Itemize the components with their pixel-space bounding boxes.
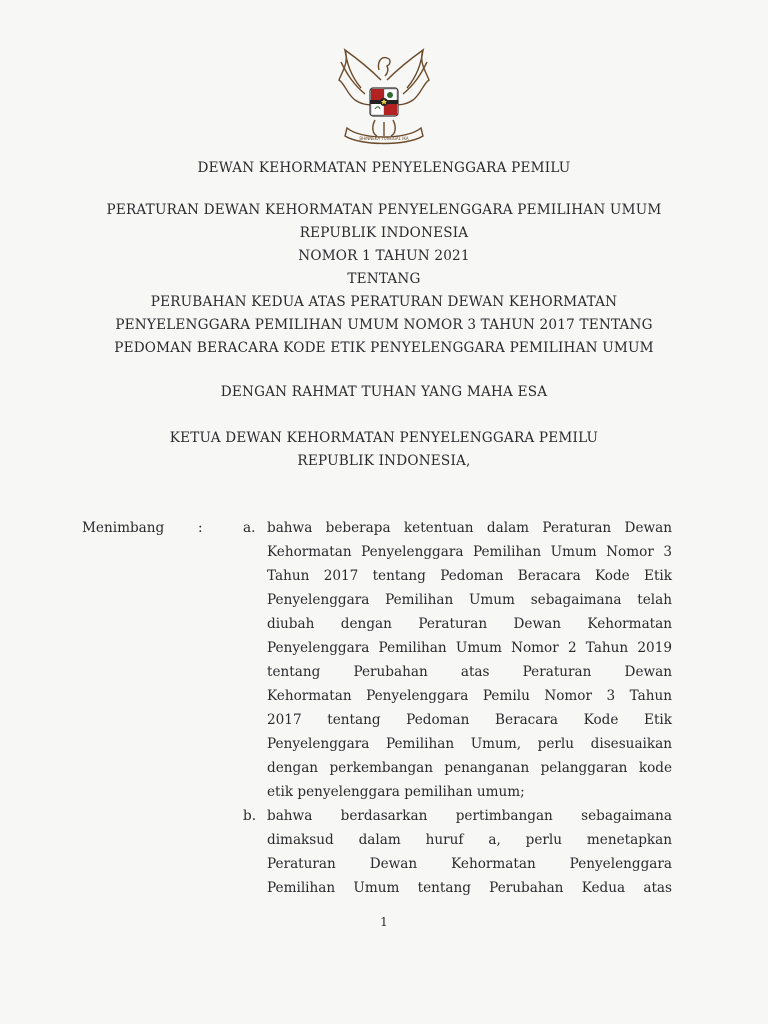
item-line: Penyelenggara Pemilihan Umum, perlu disesuaikan (267, 736, 672, 752)
considering-colon: : (198, 520, 203, 536)
item-line: Penyelenggara Pemilihan Umum Nomor 2 Tahun 2019 (267, 640, 672, 656)
item-line: Kehormatan Penyelenggara Pemilu Nomor 3 Tahun (267, 688, 672, 704)
item-line: Tahun 2017 tentang Pedoman Beracara Kode Etik (267, 568, 672, 584)
authority-line: REPUBLIK INDONESIA, (297, 453, 471, 469)
item-line: Kehormatan Penyelenggara Pemilihan Umum Nomor 3 (267, 544, 672, 560)
title-line: REPUBLIK INDONESIA (299, 225, 469, 241)
item-line: bahwa beberapa ketentuan dalam Peraturan Dewan (267, 520, 672, 536)
item-line: Peraturan Dewan Kehormatan Penyelenggara (267, 856, 672, 872)
page-number: 1 (380, 915, 388, 929)
item-marker: b. (243, 808, 257, 824)
item-line: Penyelenggara Pemilihan Umum sebagaimana telah (267, 592, 672, 608)
title-line: PERATURAN DEWAN KEHORMATAN PENYELENGGARA PEMILIHAN UMUM (106, 202, 662, 218)
emblem-motto: BHINNEKA TUNGGAL IKA (359, 136, 409, 141)
garuda-pancasila-emblem (331, 40, 437, 148)
invocation: DENGAN RAHMAT TUHAN YANG MAHA ESA (220, 384, 548, 400)
item-marker: a. (243, 520, 256, 536)
institution-name: DEWAN KEHORMATAN PENYELENGGARA PEMILU (197, 160, 571, 176)
item-line: Pemilihan Umum tentang Perubahan Kedua atas (267, 880, 672, 896)
title-line: TENTANG (347, 271, 421, 287)
item-line: dengan perkembangan penanganan pelanggaran kode (267, 760, 672, 776)
title-line: NOMOR 1 TAHUN 2021 (298, 248, 470, 264)
title-line: PERUBAHAN KEDUA ATAS PERATURAN DEWAN KEHORMATAN (150, 294, 618, 310)
title-line: PENYELENGGARA PEMILIHAN UMUM NOMOR 3 TAHUN 2017 TENTANG (115, 317, 653, 333)
item-line: 2017 tentang Pedoman Beracara Kode Etik (267, 712, 672, 728)
item-line: etik penyelenggara pemilihan umum; (267, 784, 525, 800)
item-line: bahwa berdasarkan pertimbangan sebagaimana (267, 808, 672, 824)
item-line: dimaksud dalam huruf a, perlu menetapkan (267, 832, 672, 848)
item-line: tentang Perubahan atas Peraturan Dewan (267, 664, 672, 680)
authority-line: KETUA DEWAN KEHORMATAN PENYELENGGARA PEMILU (169, 430, 599, 446)
title-line: PEDOMAN BERACARA KODE ETIK PENYELENGGARA PEMILIHAN UMUM (114, 340, 654, 356)
item-line: diubah dengan Peraturan Dewan Kehormatan (267, 616, 672, 632)
considering-label: Menimbang (82, 520, 165, 536)
